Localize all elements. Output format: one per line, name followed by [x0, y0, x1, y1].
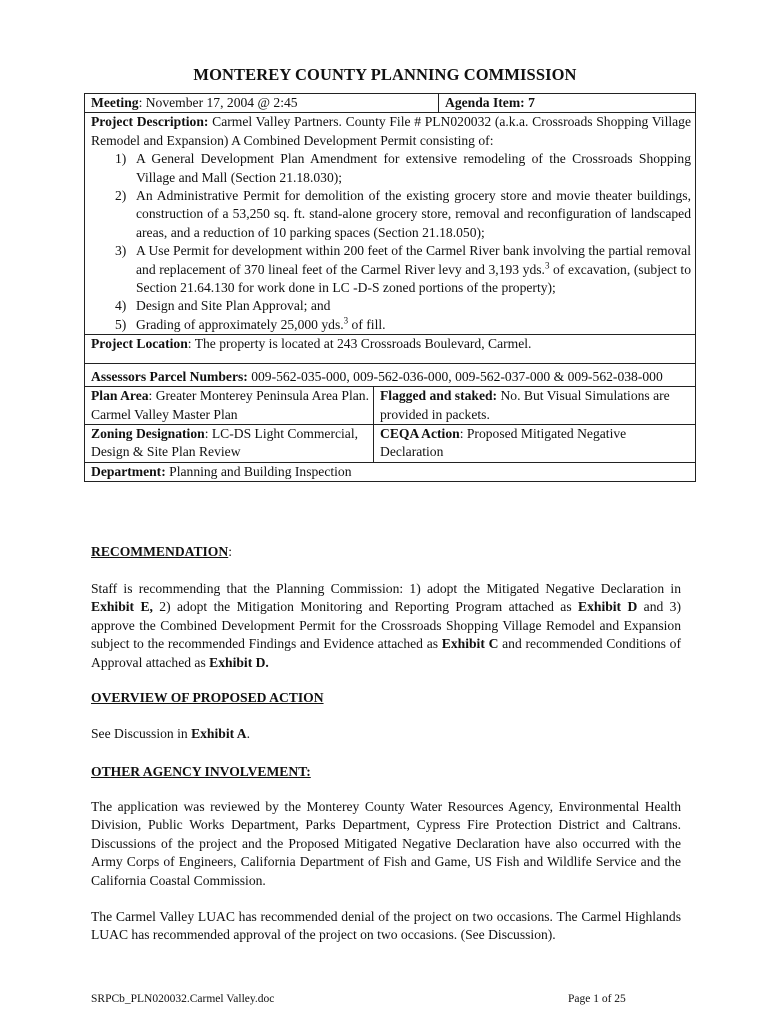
list-item-text: Grading of approximately 25,000 yds. — [136, 316, 344, 332]
overview-heading-text: OVERVIEW OF PROPOSED ACTION — [91, 690, 324, 705]
meeting-cell — [85, 94, 439, 112]
department-label: Department: — [91, 463, 166, 479]
list-item-text: An Administrative Permit for demolition of the existing grocery store and movie theater buildings, construction of a 53,250 sq. ft. stand-alone grocery store, removal and reconfiguration of landscaped areas, and a reduction of 10 parking spaces (Section 21.18.050); — [136, 188, 691, 240]
overview-text: . — [246, 726, 250, 741]
other-agency-heading — [91, 763, 681, 781]
project-description — [91, 113, 691, 150]
other-agency-paragraph-2: The Carmel Valley LUAC has recommended denial of the project on two occasions. The Carmel Highlands LUAC has recommended approval of the project on two occasions. (See Discussion). — [91, 909, 681, 943]
list-item-number: 5) — [115, 316, 127, 332]
overview-paragraph — [91, 725, 681, 743]
list-item-text: A General Development Plan Amendment for extensive remodeling of the Crossroads Shopping Village and Mall (Section 21.18.030); — [136, 151, 691, 185]
exhibit-d-ref: Exhibit D. — [209, 654, 269, 670]
project-description-text: Carmel Valley Partners. County File # PLN020032 (a.k.a. Crossroads Shopping Village Remodel and Expansion) A Combined Development Permit consisting of: — [91, 114, 691, 148]
meeting-row — [85, 94, 695, 112]
list-item-text-cont: of excavation, (subject to Section 21.64.130 for work done in LC -D-S zoned portions of the property); — [136, 261, 692, 296]
list-item-number: 3) — [115, 243, 127, 259]
flagged-value: No. But Visual Simulations are provided in packets. — [380, 388, 670, 422]
other-agency-heading-text: OTHER AGENCY INVOLVEMENT: — [91, 764, 311, 779]
meeting-value: : November 17, 2004 @ 2:45 — [138, 95, 298, 110]
superscript: 3 — [343, 315, 349, 326]
recommendation-text: 2) adopt the Mitigation Monitoring and Reporting Program attached as — [152, 599, 579, 615]
flagged-cell — [374, 387, 695, 424]
list-item-number: 4) — [115, 298, 127, 314]
footer-filename: SRPCb_PLN020032.Carmel Valley.doc — [91, 993, 275, 1005]
list-item-number: 2) — [115, 188, 127, 204]
plan-area-value: : Greater Monterey Peninsula Area Plan. Carmel Valley Master Plan — [91, 388, 369, 422]
project-location-value: : The property is located at 243 Crossroads Boulevard, Carmel. — [187, 336, 532, 352]
apn-label: Assessors Parcel Numbers: — [91, 368, 248, 384]
recommendation-text: Staff is recommending that the Planning Commission: 1) adopt the Mitigated Negative Declaration in — [91, 581, 681, 596]
agenda-item-cell — [439, 94, 695, 112]
overview-text: See Discussion in — [91, 726, 192, 741]
other-agency-paragraph-1: The application was reviewed by the Monterey County Water Resources Agency, Environmental Health Division, Public Works Department, Parks Department, Cypress Fire Protection District and Caltrans. Discussions of the project and the Proposed Mitigated Negative Declaration have also occurred with the Army Corps of Engineers, California Department of Fish and Game, US Fish and Wildlife Service and the California Coastal Commission. — [91, 799, 681, 888]
meeting-label: Meeting — [91, 95, 139, 110]
page-title: MONTEREY COUNTY PLANNING COMMISSION — [193, 65, 577, 84]
list-item — [91, 316, 691, 334]
recommendation-heading — [91, 543, 681, 561]
list-item — [91, 297, 691, 315]
department-cell — [85, 462, 695, 481]
recommendation-heading-text: RECOMMENDATION — [91, 544, 229, 559]
exhibit-e-ref: Exhibit E, — [91, 599, 153, 615]
recommendation-heading-colon: : — [228, 544, 232, 559]
footer-page-number: Page 1 of 25 — [568, 993, 626, 1005]
recommendation-text: and recommended Conditions of Approval attached as — [91, 636, 681, 670]
exhibit-a-ref: Exhibit A — [191, 726, 247, 741]
ceqa-label: CEQA Action — [380, 425, 460, 441]
permit-list — [91, 150, 691, 334]
list-item-text-cont: of fill. — [348, 316, 386, 332]
list-item — [91, 242, 691, 297]
project-info-table — [84, 93, 696, 482]
department-value: Planning and Building Inspection — [165, 463, 352, 479]
apn-value: 009-562-035-000, 009-562-036-000, 009-562-037-000 & 009-562-038-000 — [247, 368, 663, 384]
agenda-item: Agenda Item: 7 — [445, 95, 535, 110]
project-location-label: Project Location — [91, 336, 188, 352]
plan-area-cell — [85, 387, 374, 424]
exhibit-d-ref: Exhibit D — [578, 599, 638, 615]
apn-cell — [85, 363, 695, 386]
zoning-row — [85, 424, 695, 462]
plan-area-label: Plan Area — [91, 388, 149, 404]
zoning-value: : LC-DS Light Commercial, Design & Site Plan Review — [91, 425, 358, 460]
list-item-number: 1) — [115, 151, 127, 167]
exhibit-c-ref: Exhibit C — [441, 636, 499, 652]
list-item-text: Design and Site Plan Approval; and — [136, 298, 331, 314]
recommendation-paragraph — [91, 580, 681, 672]
list-item-text: A Use Permit for development within 200 feet of the Carmel River bank involving the partial removal and replacement of 370 lineal feet of the Carmel River levy and 3,193 yds. — [136, 243, 691, 277]
plan-area-row — [85, 386, 695, 424]
superscript: 3 — [544, 260, 550, 271]
zoning-label: Zoning Designation — [91, 425, 205, 441]
overview-heading — [91, 689, 681, 707]
list-item — [91, 187, 691, 242]
list-item — [91, 150, 691, 187]
project-description-label: Project Description: — [91, 114, 209, 130]
recommendation-text: and 3) approve the Combined Development Permit for the Crossroads Shopping Village Remodel and Expansion subject to the recommended Findings and Evidence attached as — [91, 599, 681, 652]
ceqa-cell — [374, 425, 695, 462]
ceqa-value: : Proposed Mitigated Negative Declaration — [380, 425, 627, 460]
project-description-cell — [85, 112, 695, 334]
flagged-label: Flagged and staked: — [380, 388, 498, 404]
zoning-cell — [85, 425, 374, 462]
project-location-cell — [85, 334, 695, 362]
